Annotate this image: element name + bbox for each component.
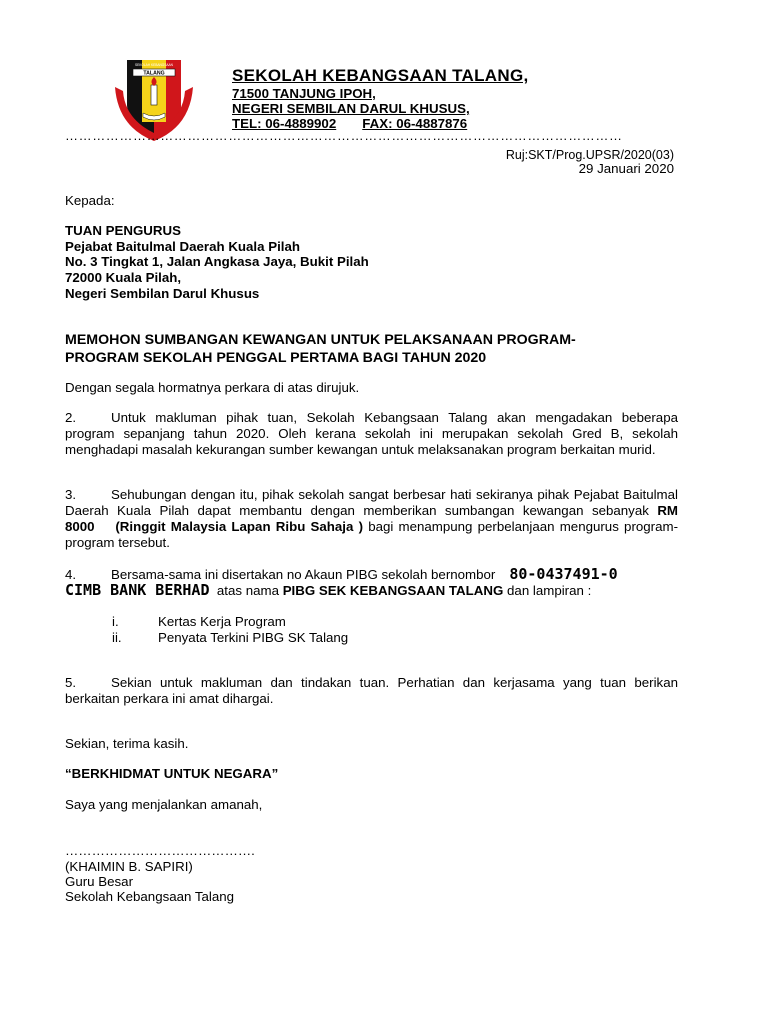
opening-line: Dengan segala hormatnya perkara di atas dirujuk. [65,380,360,395]
paragraph-4-text-c: dan lampiran : [507,583,592,598]
recipient-line-3: 72000 Kuala Pilah, [65,270,182,285]
paragraph-4-line-2 [65,581,591,599]
telephone: TEL: 06-4889902 [232,116,337,131]
recipient-title: TUAN PENGURUS [65,223,181,238]
signatory-name: (KHAIMIN B. SAPIRI) [65,859,193,874]
school-name: SEKOLAH KEBANGSAAN TALANG, [232,66,529,85]
attachment-number: ii. [112,630,122,645]
recipient-line-1: Pejabat Baitulmal Daerah Kuala Pilah [65,239,300,254]
recipient-salutation: Kepada: [65,193,115,208]
address-line-1: 71500 TANJUNG IPOH, [232,86,376,101]
paragraph-4-text-b: atas nama [216,583,279,598]
attachment-item: Penyata Terkini PIBG SK Talang [158,630,349,645]
address-line-2: NEGERI SEMBILAN DARUL KHUSUS, [232,101,470,116]
paragraph-5-number: 5. [65,675,77,690]
paragraph-4-text-a: Bersama-sama ini disertakan no Akaun PIBG sekolah bernombor [111,567,496,582]
account-name: PIBG SEK KEBANGSAAN TALANG [282,583,504,598]
requested-amount: RM 8000 [65,503,678,534]
paragraph-5 [65,675,678,707]
crest-top-text: SEKOLAH KEBANGSAAN [135,63,173,67]
fax: FAX: 06-4887876 [362,116,468,131]
paragraph-3 [65,487,678,551]
paragraph-2 [65,410,678,458]
subject-line-2: PROGRAM SEKOLAH PENGGAL PERTAMA BAGI TAHUN 2020 [65,350,487,366]
requested-amount-words: (Ringgit Malaysia Lapan Ribu Sahaja ) [115,519,363,534]
signatory-school: Sekolah Kebangsaan Talang [65,889,235,904]
paragraph-5-text: Sekian untuk makluman dan tindakan tuan. Perhatian dan kerjasama yang tuan berikan berkaitan perkara ini amat dihargai. [65,675,678,706]
paragraph-4-number: 4. [65,567,77,582]
letterhead-divider: …………………………………………………………………………………………………………… [65,128,623,143]
paragraph-2-text: Untuk makluman pihak tuan, Sekolah Kebangsaan Talang akan mengadakan beberapa program sepanjang tahun 2020. Oleh kerana sekolah ini merupakan sekolah Gred B, sekolah menghadapi masalah kekurangan sumber kewangan untuk melaksanakan program berkaitan murid. [65,410,678,457]
paragraph-3-text-a: Sehubungan dengan itu, pihak sekolah sangat berbesar hati sekiranya pihak Pejabat Baitulmal Daerah Kuala Pilah dapat membantu dengan memberikan sumbangan kewangan sebanyak [65,487,678,518]
attachment-item: Kertas Kerja Program [158,614,286,629]
recipient-line-2: No. 3 Tingkat 1, Jalan Angkasa Jaya, Bukit Pilah [65,254,369,269]
signatory-position: Guru Besar [65,874,133,889]
letter-date: 29 Januari 2020 [578,161,674,176]
attachment-number: i. [112,614,119,629]
reference-number: Ruj:SKT/Prog.UPSR/2020(03) [505,148,674,162]
bank-name: CIMB BANK BERHAD [65,581,210,599]
subject-line-1: MEMOHON SUMBANGAN KEWANGAN UNTUK PELAKSANAAN PROGRAM- [65,332,576,348]
closing-trust: Saya yang menjalankan amanah, [65,797,263,812]
account-number: 80-0437491-0 [509,565,618,583]
recipient-line-4: Negeri Sembilan Darul Khusus [65,286,260,301]
paragraph-3-number: 3. [65,487,77,502]
subject-heading [65,331,685,367]
closing-motto: “BERKHIDMAT UNTUK NEGARA” [65,766,279,781]
paragraph-2-number: 2. [65,410,77,425]
paragraph-3-text-b: bagi menampung perbelanjaan mengurus program-program tersebut. [65,519,678,550]
crest-banner-text: TALANG [143,70,165,77]
signature-line: ……………………………………. [65,843,255,858]
closing-thanks: Sekian, terima kasih. [65,736,189,751]
